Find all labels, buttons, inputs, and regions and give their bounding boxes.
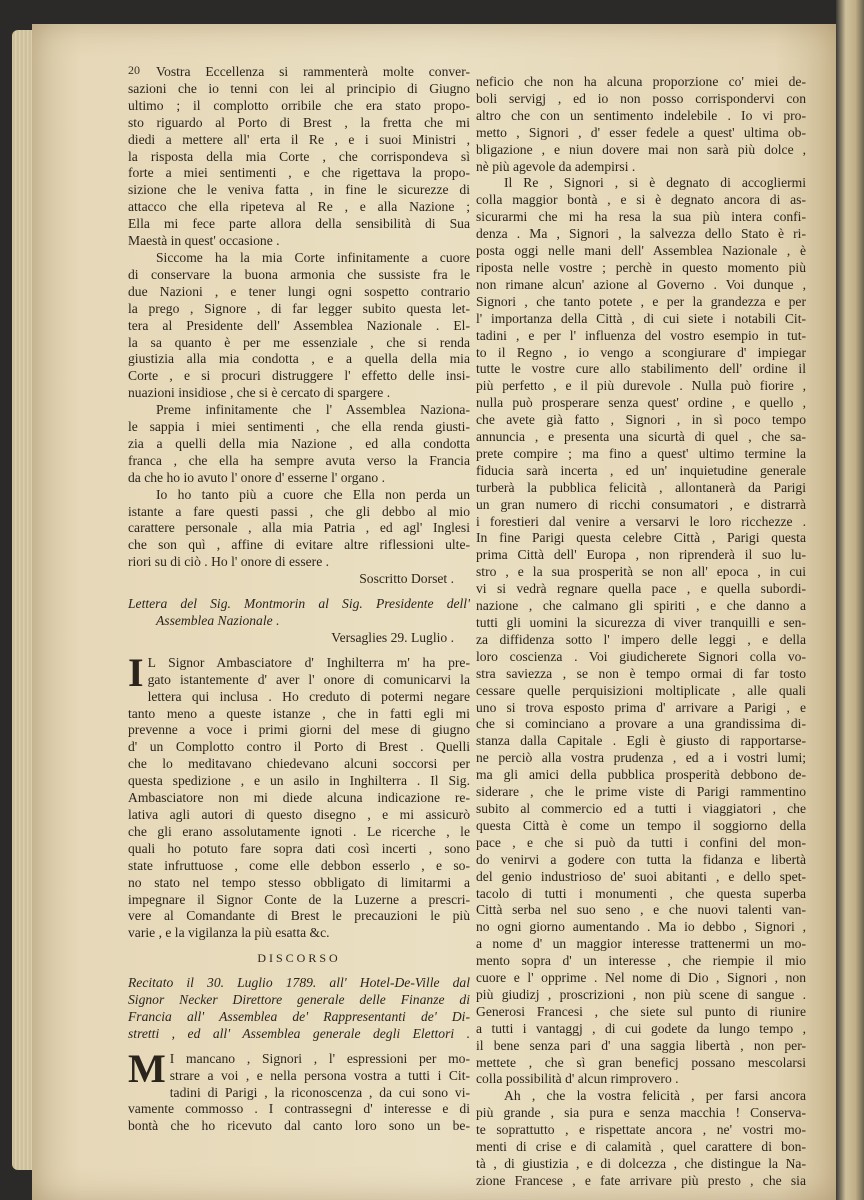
text-line: stanza dalla Capitale . Egli è giusto di rapportarse-	[476, 733, 806, 749]
text-line: nulla può prosperare senza quest' ordine , e quello ,	[476, 395, 806, 411]
text-line: stro , e la sua prosperità se non all' epoca , in cui	[476, 564, 806, 580]
text-line: che avete già fatto , Signori , in sì poco tempo	[476, 412, 806, 428]
text-line: due Nazioni , e tener lungi ogni sospetto contrario	[128, 283, 470, 299]
text-line: tadini di Parigi , la riconoscenza , da cui sono vi-	[169, 1084, 470, 1100]
text-line: riposta nelle vostre ; perchè in questo momento più	[476, 259, 806, 275]
text-line: posta oggi nelle mani dell' Assemblea Nazionale , è	[476, 243, 806, 259]
text-line: riori su di ciò . Ho l' onore di essere .	[128, 554, 330, 570]
text-line: nè più agevole da adempirsi .	[476, 158, 636, 174]
text-line: a tutti i vantaggj , di cui godete da lungo tempo ,	[476, 1020, 806, 1036]
text-line: ma gli amici della pubblica prosperità debbono de-	[476, 767, 806, 783]
text-line: tà , di giustizia , e di dolcezza , che distingue la Na-	[476, 1156, 806, 1171]
text-line: d' un Complotto contro il Porto di Brest . Quelli	[128, 739, 470, 755]
text-line: lativa agli autori di questo disegno , e mi assicurò	[128, 806, 470, 822]
heading-line: Recitato il 30. Luglio 1789. all' Hotel-De-Ville dal	[128, 975, 470, 991]
text-line: un gran numero di ricchi consumatori , e distrarrà	[476, 496, 806, 512]
text-line: attacco che ella ripeteva al Re , e alla Nazione ;	[128, 199, 470, 215]
drop-cap: M	[128, 1045, 166, 1091]
text-line: sazioni che io tenni con lei al principio di Giugno	[128, 80, 470, 96]
paragraph-3	[128, 402, 470, 487]
text-line: tadini , e per l' influenza del vostro esempio in tut-	[476, 327, 806, 343]
text-line: subito al commercio ed a tutti i viaggiatori , che	[476, 800, 806, 816]
text-line: Ambasciatore non mi diede alcuna indicazione re-	[128, 790, 470, 806]
text-line: diedi a mettere all' erta il Re , e i suoi Ministri ,	[128, 131, 470, 147]
heading-line: stretti , ed all' Assemblea generale degli Elettori .	[128, 1025, 470, 1041]
text-line: turberà la pubblica felicità , allontanerà da Parigi	[476, 479, 806, 495]
text-line: zione Francese , e fate arrivare più presto , che sia	[476, 1172, 806, 1188]
text-line: del genio industrioso de' suoi abitanti , e dello spet-	[476, 868, 806, 884]
text-line: bligazione , e niun dovere mai non sarà più dolce ,	[476, 141, 806, 157]
text-line: questa Città è come un tempo il soggiorno della	[476, 817, 806, 833]
text-line: do venirvi a godere con tutta la fidanza e libertà	[476, 851, 806, 867]
letter-heading	[128, 596, 470, 630]
drop-cap: I	[128, 649, 144, 695]
text-line: varie , e la vigilanza la più esatta &c.	[128, 925, 330, 941]
text-line: I mancano , Signori , l' espressioni per mo-	[169, 1050, 470, 1066]
text-line: ultimo ; il complotto orribile che era stato propo-	[128, 97, 470, 113]
text-line: che gli erano assolutamente ignoti . Le ricerche , le	[128, 823, 470, 839]
text-line: sizione che le veniva fatta , in fine le sicurezze di	[128, 182, 470, 198]
right-column	[476, 74, 806, 1190]
text-line: istante a fare questi passi , che gli debbo al mio	[128, 503, 470, 519]
text-line: non rimane alcun' azione al Governo . Voi dunque ,	[476, 276, 806, 292]
heading-line: Assemblea Nazionale .	[156, 613, 280, 628]
text-line: altro che con un sentimento indelebile . Io vi pro-	[476, 107, 806, 123]
text-line: vamente commosso . I contrassegni d' interesse e di	[128, 1101, 470, 1117]
text-line: zia a quelli della mia Nazione , ed alla condotta	[128, 435, 470, 451]
speech-heading	[128, 975, 470, 1043]
text-line: sto riguardo al Porto di Brest , la fretta che mi	[128, 114, 470, 130]
paragraph-6	[128, 1045, 470, 1136]
text-line: to il Regno , io vengo a scongiurare d' impiegar	[476, 344, 806, 360]
paragraph-1	[128, 64, 470, 250]
text-line: impegnare il Signor Conte de la Luzerne a prescri-	[128, 891, 470, 907]
text-line: franca , che ella ha sempre avuta verso la Francia	[128, 452, 470, 468]
text-line: vere al Comandante di Brest le precauzioni le più	[128, 908, 470, 924]
text-line: Ah , che la vostra felicità , per farsi ancora	[504, 1088, 806, 1104]
text-line: la prego , Signore , di far legger subito questa let-	[128, 300, 470, 316]
text-line: tera al Presidente dell' Assemblea Nazionale . El-	[128, 317, 470, 333]
text-line: a nome d' un maggior interesse trattenermi un mo-	[476, 936, 806, 952]
heading-line: Signor Necker Direttore generale delle Finanze di	[128, 992, 470, 1008]
text-line: Il Re , Signori , si è degnato di accogliermi	[504, 175, 806, 191]
text-line: gato istantemente d' aver l' onore di comunicarvi la	[147, 671, 470, 687]
text-line: mettete , che sì gran beneficj possano mescolarsi	[476, 1054, 806, 1070]
text-line: tutte le vostre cure allo stabilimento dell' ordine il	[476, 361, 806, 377]
text-line: pace , e che si può da tutti i confini del mon-	[476, 834, 806, 850]
text-line: L Signor Ambasciatore d' Inghilterra m' ha pre-	[147, 654, 470, 670]
text-line: forte a miei sentimenti , e che rigettava la propo-	[128, 165, 470, 181]
paragraph-3	[476, 1088, 806, 1189]
text-line: state infruttuose , come elle debbon esserlo , e so-	[128, 857, 470, 873]
text-line: menti di crise e di calamità , quel carattere di bon-	[476, 1139, 806, 1155]
text-line: le sappia i miei sentimenti , che ella renda giusti-	[128, 419, 470, 435]
text-line: Siccome ha la mia Corte infinitamente a cuore	[156, 249, 470, 265]
text-line: te soprattutto , e rispettate ancora , ne' vostri mo-	[476, 1122, 806, 1138]
signature: Soscritto Dorset .	[359, 571, 454, 587]
text-line: Signori , che tanto potete , e per la grandezza e per	[476, 293, 806, 309]
paragraph-5	[128, 649, 470, 942]
text-line: lettera qui inclusa . Ho creduto di potermi negare	[147, 688, 470, 704]
text-line: prima Città dell' Europa , non riprenderà il suo lu-	[476, 547, 806, 563]
dateline: Versaglies 29. Luglio .	[331, 629, 454, 645]
text-line: vi si vedrà regnare quella pace , e quella subordi-	[476, 581, 806, 597]
text-line: cessare quelle perquisizioni moltiplicate , alle quali	[476, 682, 806, 698]
text-line: Preme infinitamente che l' Assemblea Naziona-	[156, 402, 470, 418]
text-line: strare a voi , e nella persona vostra a tutti i Cit-	[169, 1067, 470, 1083]
text-line: prevenne a voce i primi giorni del mese di giugno	[128, 722, 470, 738]
text-line: più perfetto , e il più durevole . Nulla può fiorire ,	[476, 378, 806, 394]
text-line: Generosi Francesi , che siete sul punto di riunire	[476, 1003, 806, 1019]
text-line: che si cominciano a provare a una grandissima di-	[476, 716, 806, 732]
left-column	[128, 64, 470, 1135]
text-line: Maestà in quest' occasione .	[128, 233, 280, 249]
text-line: uno si trova esposto prima d' arrivare a Parigi , e	[476, 699, 806, 715]
text-line: Corte , e si procuri distruggere l' effetto delle insi-	[128, 368, 470, 384]
text-line: colla possibilità d' alcun rimprovero .	[476, 1071, 679, 1087]
page-edge-right	[836, 0, 864, 1200]
paragraph-2	[128, 250, 470, 402]
text-line: nazione , che calmano gli spiriti , e che danno a	[476, 598, 806, 614]
text-line: di conservare la buona armonia che sussiste fra le	[128, 266, 470, 282]
text-line: i forestieri dal venire a versarvi le loro ricchezze .	[476, 513, 806, 529]
text-line: metto , Signori , d' esser fedele a quest' ultima ob-	[476, 124, 806, 140]
text-line: carattere personale , alla mia Patria , ed agl' Inglesi	[128, 520, 470, 536]
paragraph-4	[128, 487, 470, 572]
text-line: boli servigj , ed io non posso corrispondervi con	[476, 90, 806, 106]
text-line: nuazioni insidiose , che si è cercato di spargere .	[128, 385, 391, 401]
page-number: 20	[128, 63, 140, 77]
text-line: loro coscienza . Voi giudicherete Signori colla vo-	[476, 648, 806, 664]
heading-line: Lettera del Sig. Montmorin al Sig. Presidente dell'	[128, 596, 470, 612]
text-line: fiducia sarà incerta , ed un' inquietudine generale	[476, 462, 806, 478]
text-line: tutti gli uomini la sicurezza di viver tranquilli e sen-	[476, 615, 806, 630]
text-line: la risposta della mia Corte , che corrispondeva sì	[128, 148, 470, 164]
text-line: il bene senza pari d' una saggia libertà , non per-	[476, 1037, 806, 1053]
text-line: che son quì , affine di evitare altre riflessioni ulte-	[128, 537, 470, 553]
text-line: za diffidenza sotto l' impero delle leggi , e della	[476, 631, 806, 647]
text-line: ne perciò alla vostra prudenza , ed a i vostri lumi;	[476, 750, 806, 766]
text-line: annuncia , e presenta una sicurtà di quel , che sa-	[476, 429, 806, 445]
text-line: sicurarmi che mi ha resa la sua più intera confi-	[476, 209, 806, 225]
text-line: no ogni giorno aumentando . Ma io debbo , Signori ,	[476, 919, 806, 935]
text-line: più giudizj , proscrizioni , non più scene di sangue .	[476, 986, 806, 1002]
text-line: giustizia alla mia condotta , e a quella della mia	[128, 351, 470, 367]
text-line: cuore e l' opprime . Nel nome di Dio , Signori , non	[476, 970, 806, 986]
text-line: Vostra Eccellenza si rammenterà molte conver-	[156, 64, 470, 79]
text-line: colla maggior bontà , e si è degnato ancora di as-	[476, 192, 806, 208]
text-line: la sa quanto è per me essenziale , che si renda	[128, 334, 470, 350]
text-line: denza . Ma , Signori , la salvezza dello Stato è ri-	[476, 226, 806, 242]
text-line: Città serba nel suo seno , e che nuovi talenti van-	[476, 902, 806, 918]
paragraph-2	[476, 175, 806, 1088]
text-line: questa spedizione , e un asilo in Inghilterra . Il Sig.	[128, 773, 470, 789]
text-line: l' importanza della Città , di cui siete i notabili Cit-	[476, 310, 806, 326]
text-line: prete compire ; ma fino a quest' ultimo termine la	[476, 445, 806, 461]
text-line: che lo meditavano chiedevano alcuni soccorsi per	[128, 756, 470, 772]
text-line: siderare , che le prime viste di Parigi rammentino	[476, 784, 806, 800]
text-line: quali ho potuto fare sopra dati così incerti , sono	[128, 840, 470, 856]
text-line: Io ho tanto più a cuore che Ella non perda un	[156, 486, 470, 502]
text-line: stra saviezza , se non è tempo ormai di far tosto	[476, 665, 806, 681]
text-line: In fine Parigi questa celebre Città , Parigi questa	[476, 530, 806, 546]
section-title: DISCORSO	[257, 951, 341, 966]
text-line: da che ho io avuto l' onore d' esserne l' organo .	[128, 469, 386, 485]
text-line: bontà che ho ricevuto dal canto loro sono un be-	[128, 1118, 470, 1134]
text-line: neficio che non ha alcuna proporzione co' miei de-	[476, 74, 806, 89]
text-line: tacolo di tutti i monumenti , che questa superba	[476, 885, 806, 901]
text-line: più grande , sia pura e senza macchia ! Conserva-	[476, 1105, 806, 1121]
text-line: tanto meno a queste istanze , che in fatti egli mi	[128, 705, 470, 721]
paragraph-1	[476, 74, 806, 175]
text-line: no stato nel tempo stesso obbligato di limitarmi a	[128, 874, 470, 890]
heading-line: Francia all' Assemblea de' Rappresentanti de' Di-	[128, 1008, 470, 1024]
text-line: Ella mi fece parte allora della sensibilità di Sua	[128, 216, 470, 232]
text-line: mento sopra d' un interesse , che riempie il mio	[476, 953, 806, 969]
